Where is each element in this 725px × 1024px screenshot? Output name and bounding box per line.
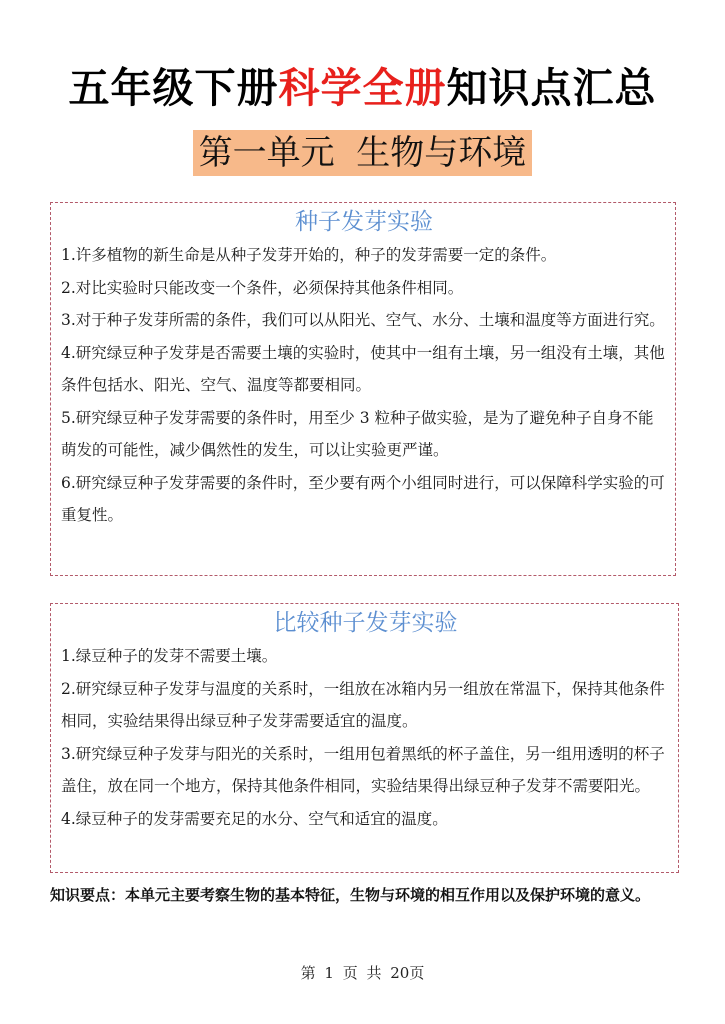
title-prefix: 五年级下册	[68, 64, 279, 112]
section-seed-germination	[50, 202, 676, 576]
unit-title: 第一单元 生物与环境	[193, 130, 533, 176]
list-item: 2.对比实验时只能改变一个条件，必须保持其他条件相同。	[61, 278, 464, 297]
section-title: 比较种子发芽实验	[273, 610, 458, 636]
list-item: 2.研究绿豆种子发芽与温度的关系时，一组放在冰箱内另一组放在常温下，保持其他条件相同，实验结果得出绿豆种子发芽需要适宜的温度。	[61, 679, 665, 730]
list-item: 1.许多植物的新生命是从种子发芽开始的，种子的发芽需要一定的条件。	[61, 246, 557, 264]
section-body	[61, 239, 667, 532]
list-item: 6.研究绿豆种子发芽需要的条件时，至少要有两个小组同时进行，可以保障科学实验的可重复性。	[61, 473, 665, 524]
document-title	[0, 62, 725, 114]
list-item: 4.绿豆种子的发芽需要充足的水分、空气和适宜的温度。	[61, 809, 448, 828]
list-item: 4.研究绿豆种子发芽是否需要土壤的实验时，使其中一组有土壤，另一组没有土壤，其他条件包括水、阳光、空气、温度等都要相同。	[61, 343, 665, 394]
section-compare-germination	[50, 603, 679, 873]
section-body	[61, 640, 670, 835]
list-item: 3.研究绿豆种子发芽与阳光的关系时，一组用包着黑纸的杯子盖住，另一组用透明的杯子盖住，放在同一个地方，保持其他条件相同，实验结果得出绿豆种子发芽不需要阳光。	[61, 744, 665, 795]
key-points-summary: 知识要点：本单元主要考察生物的基本特征，生物与环境的相互作用以及保护环境的意义。	[50, 886, 651, 904]
list-item: 3.对于种子发芽所需的条件，我们可以从阳光、空气、水分、土壤和温度等方面进行究。	[61, 311, 665, 329]
title-suffix: 知识点汇总	[446, 64, 657, 112]
list-item: 1.绿豆种子的发芽不需要土壤。	[61, 647, 278, 665]
page-number: 第 1 页 共 20页	[300, 964, 425, 982]
list-item: 5.研究绿豆种子发芽需要的条件时，用至少 3 粒种子做实验，是为了避免种子自身不能萌发的可能性，减少偶然性的发生，可以让实验更严谨。	[61, 408, 654, 459]
section-title: 种子发芽实验	[295, 209, 433, 235]
title-highlight: 科学全册	[278, 64, 447, 112]
unit-title-container	[0, 130, 725, 176]
